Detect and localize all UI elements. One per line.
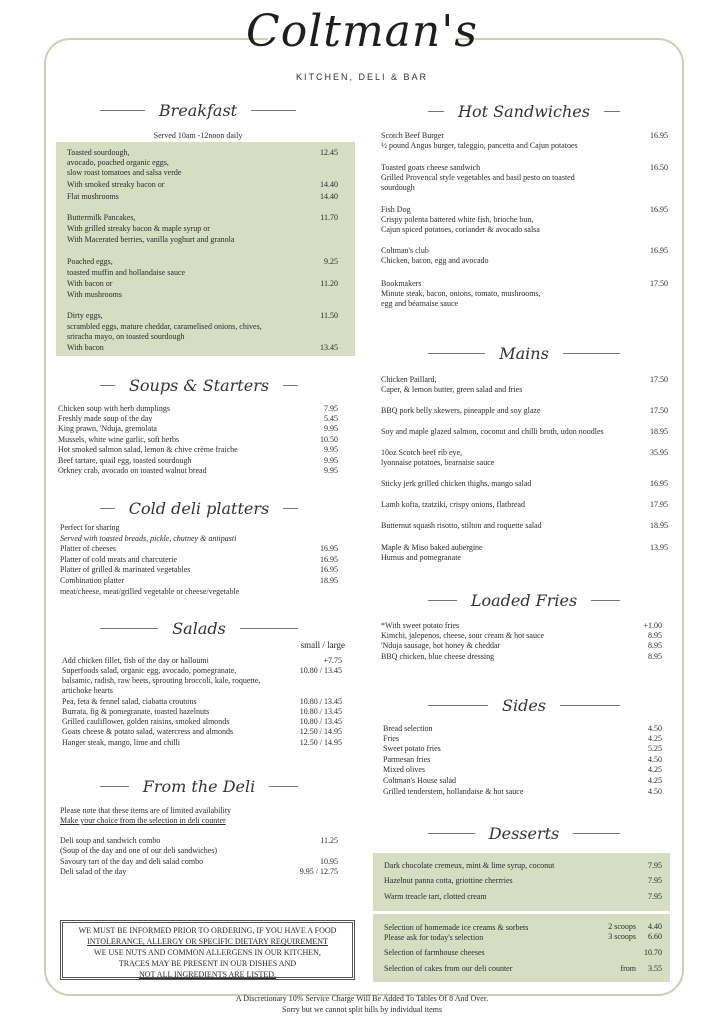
breakfast-item: With grilled streaky bacon & maple syrup or: [67, 224, 210, 233]
salads-item: artichoke hearts: [62, 686, 113, 695]
allergy-notice: WE MUST BE INFORMED PRIOR TO ORDERING, IF YOU HAVE A FOOD INTOLERANCE, ALLERGY OR SPECIFIC DIETARY REQUIREMENT WE USE NUTS AND COMMON ALLERGENS IN OUR KITCHEN, TRACES MAY BE PRESENT IN OUR DISHES AND NOT ALL INGREDIENTS ARE LISTED.: [60, 920, 355, 980]
mains-item: Sticky jerk grilled chicken thighs, mango salad: [381, 479, 532, 488]
mains-item: lyonnaise potatoes, bearnaise sauce: [381, 458, 495, 467]
ice-cream-item: Selection of homemade ice creams & sorbets: [384, 923, 529, 932]
hot-sandwiches-price: 16.95: [650, 131, 668, 140]
soups-item: Beef tartare, quail egg, toasted sourdough: [58, 456, 192, 465]
breakfast-price: 13.45: [320, 343, 338, 352]
sides-item: Sweet potato fries: [383, 744, 441, 753]
breakfast-item: Flat mushrooms: [67, 192, 119, 201]
deli-platters-heading: Cold deli platters: [100, 499, 298, 518]
loaded-fries-price: +1.00: [643, 621, 662, 630]
loaded-fries-item: Kimchi, jalepenos, cheese, sour cream & hot sauce: [381, 631, 545, 640]
sides-price: 4.25: [648, 765, 662, 774]
deli-platters-note: Served with toasted breads, pickle, chutney & antipasti: [60, 534, 237, 543]
soups-item: Orkney crab, avocado on toasted walnut bread: [58, 466, 207, 475]
cakes-qty: from: [620, 964, 636, 973]
hot-sandwiches-price: 16.95: [650, 205, 668, 214]
breakfast-item: toasted muffin and hollandaise sauce: [67, 268, 186, 277]
salads-price: +7.75: [323, 656, 342, 665]
deli-platters-item: Platter of grilled & marinated vegetables: [60, 565, 191, 574]
loaded-fries-price: 8.95: [648, 631, 662, 640]
soups-price: 5.45: [324, 414, 338, 423]
breakfast-item: With mushrooms: [67, 290, 123, 299]
ice-cream-qty-3: 3 scoops: [608, 932, 636, 941]
from-deli-price: 10.95: [320, 857, 338, 866]
hot-sandwiches-item: Bookmakers: [381, 279, 422, 288]
breakfast-served: Served 10am -12noon daily: [153, 131, 243, 140]
hot-sandwiches-item: Chicken, bacon, egg and avocado: [381, 256, 489, 265]
mains-item: BBQ pork belly skewers, pineapple and soy glaze: [381, 406, 541, 415]
mains-item: Chicken Paillard,: [381, 375, 437, 384]
sides-price: 5.25: [648, 744, 662, 753]
loaded-fries-price: 8.95: [648, 652, 662, 661]
soups-item: King prawn, 'Nduja, gremolata: [58, 424, 157, 433]
breakfast-item: scrambled eggs, mature cheddar, caramelised onions, chives,: [67, 322, 262, 331]
loaded-fries-item: *With sweet potato fries: [381, 621, 460, 630]
salads-item: balsamic, radish, raw beets, sprouting broccoli, kale, roquette,: [62, 676, 261, 685]
desserts-item: Hazelnut panna cotta, griottine cherrries: [384, 876, 513, 885]
sides-item: Bread selection: [383, 724, 433, 733]
mains-price: 18.95: [650, 521, 668, 530]
hot-sandwiches-item: Grilled Provencal style vegetables and basil pesto on toasted: [381, 173, 575, 182]
salads-item: Burrata, fig & pomegranate, toasted hazelnuts: [62, 707, 210, 716]
breakfast-item: With bacon or: [67, 279, 113, 288]
sides-price: 4.50: [648, 724, 662, 733]
sides-price: 4.25: [648, 776, 662, 785]
mains-price: 35.95: [650, 448, 668, 457]
deli-platters-item: Combination platter: [60, 576, 125, 585]
salads-item: Superfoods salad, organic egg, avocado, pomegranate,: [62, 666, 237, 675]
loaded-fries-item: BBQ chicken, blue cheese dressing: [381, 652, 495, 661]
mains-price: 17.95: [650, 500, 668, 509]
hot-sandwiches-price: 17.50: [650, 279, 668, 288]
ice-cream-price-2: 4.40: [648, 922, 662, 931]
from-deli-price: 11.25: [320, 836, 338, 845]
mains-item: Lamb kofta, tzatziki, crispy onions, flatbread: [381, 500, 525, 509]
hot-sandwiches-item: egg and béarnaise sauce: [381, 299, 459, 308]
soups-item: Chicken soup with herb dumplings: [58, 404, 170, 413]
mains-price: 18.95: [650, 427, 668, 436]
salads-price: 12.50 / 14.95: [299, 727, 342, 736]
breakfast-price: 11.70: [320, 213, 338, 222]
hot-sandwiches-item: Scotch Beef Burger: [381, 131, 444, 140]
cakes-price: 3.55: [648, 964, 662, 973]
brand-logo: Coltman's: [246, 6, 478, 57]
ice-cream-note: Please ask for today's selection: [384, 933, 484, 942]
mains-price: 13.95: [650, 543, 668, 552]
salads-item: Hanger steak, mango, lime and chilli: [62, 738, 180, 747]
desserts-price: 7.95: [648, 861, 662, 870]
mains-heading: Mains: [428, 344, 620, 363]
desserts-heading: Desserts: [428, 824, 620, 843]
salads-price: 10.80 / 13.45: [299, 707, 342, 716]
salads-item: Add chicken fillet, fish of the day or halloumi: [62, 656, 209, 665]
breakfast-item: With smoked streaky bacon or: [67, 180, 165, 189]
sides-price: 4.25: [648, 734, 662, 743]
breakfast-item: With bacon: [67, 343, 104, 352]
hot-sandwiches-item: Cajun spiced potatoes, coriander & avocado salsa: [381, 225, 540, 234]
deli-platters-price: 18.95: [320, 576, 338, 585]
loaded-fries-item: 'Nduja sausage, hot honey & cheddar: [381, 641, 501, 650]
soups-price: 9.95: [324, 456, 338, 465]
salads-price: 12.50 / 14.95: [299, 738, 342, 747]
mains-item: Caper, & lemon butter, green salad and fries: [381, 385, 523, 394]
deli-platters-price: 16.95: [320, 565, 338, 574]
breakfast-item: Buttermilk Pancakes,: [67, 213, 136, 222]
hot-sandwiches-price: 16.95: [650, 246, 668, 255]
ice-cream-qty-2: 2 scoops: [608, 922, 636, 931]
hot-sandwiches-item: sourdough: [381, 183, 415, 192]
deli-platters-intro: Perfect for sharing: [60, 523, 120, 532]
loaded-fries-price: 8.95: [648, 641, 662, 650]
split-bill-note: Sorry but we cannot split bills by individual items: [282, 1005, 442, 1014]
sides-heading: Sides: [428, 696, 620, 715]
service-charge-note: A Discretionary 10% Service Charge Will Be Added To Tables Of 8 And Over.: [235, 994, 489, 1003]
deli-platters-price: 16.95: [320, 555, 338, 564]
desserts-price: 7.95: [648, 876, 662, 885]
deli-platters-item: Platter of cold meats and charcuterie: [60, 555, 178, 564]
hot-sandwiches-item: Toasted goats cheese sandwich: [381, 163, 481, 172]
breakfast-item: sriracha mayo, on toasted sourdough: [67, 332, 185, 341]
soups-item: Hot smoked salmon salad, lemon & chive crème fraiche: [58, 445, 238, 454]
cheeses-item: Selection of farmhouse cheeses: [384, 948, 485, 957]
salads-price: 10.80 / 13.45: [299, 697, 342, 706]
mains-item: Maple & Miso baked aubergine: [381, 543, 483, 552]
from-deli-price: 9.95 / 12.75: [299, 867, 338, 876]
from-deli-item: (Soup of the day and one of our deli sandwiches): [60, 846, 218, 855]
salads-size-header: small / large: [300, 640, 345, 650]
sides-price: 4.50: [648, 755, 662, 764]
brand-tagline: KITCHEN, DELI & BAR: [295, 72, 429, 82]
salads-price: 10.80 / 13.45: [299, 717, 342, 726]
sides-item: Fries: [383, 734, 399, 743]
mains-item: Butternut squash risotto, stilton and roquette salad: [381, 521, 542, 530]
soups-price: 10.50: [320, 435, 338, 444]
mains-price: 16.95: [650, 479, 668, 488]
deli-platters-item: Platter of cheeses: [60, 544, 116, 553]
hot-sandwiches-price: 16.50: [650, 163, 668, 172]
cakes-item: Selection of cakes from our deli counter: [384, 964, 513, 973]
sides-item: Mixed olives: [383, 765, 425, 774]
mains-price: 17.50: [650, 406, 668, 415]
mains-item: Humus and pomegranate: [381, 553, 461, 562]
soups-price: 7.95: [324, 404, 338, 413]
mains-item: 10oz Scotch beef rib eye,: [381, 448, 463, 457]
hot-sandwiches-item: ½ pound Angus burger, taleggio, pancetta and Cajun potatoes: [381, 141, 578, 150]
ice-cream-price-3: 6.60: [648, 932, 662, 941]
from-deli-note1: Please note that these items are of limited availability: [60, 806, 232, 815]
breakfast-price: 11.20: [320, 279, 338, 288]
breakfast-price: 14.40: [320, 192, 338, 201]
soups-price: 9.95: [324, 445, 338, 454]
salads-price: 10.80 / 13.45: [299, 666, 342, 675]
breakfast-item: With Macerated berries, vanilla yoghurt and granola: [67, 235, 235, 244]
soups-item: Freshly made soup of the day: [58, 414, 153, 423]
from-deli-item: Deli salad of the day: [60, 867, 127, 876]
salads-item: Grilled cauliflower, golden raisins, smoked almonds: [62, 717, 230, 726]
breakfast-item: slow roast tomatoes and salsa verde: [67, 168, 182, 177]
hot-sandwiches-heading: Hot Sandwiches: [428, 102, 620, 121]
sides-item: Coltman's House salad: [383, 776, 456, 785]
from-deli-item: Savoury tart of the day and deli salad combo: [60, 857, 204, 866]
cheeses-price: 10.70: [644, 948, 662, 957]
breakfast-heading: Breakfast: [100, 101, 296, 120]
salads-heading: Salads: [100, 619, 298, 638]
desserts-item: Dark chocolate cremeux, mint & lime syrup, coconut: [384, 861, 555, 870]
sides-price: 4.50: [648, 787, 662, 796]
deli-platters-item: meat/cheese, meat/grilled vegetable or cheese/vegetable: [60, 587, 240, 596]
desserts-price: 7.95: [648, 892, 662, 901]
breakfast-item: Poached eggs,: [67, 257, 113, 266]
breakfast-price: 14.40: [320, 180, 338, 189]
loaded-fries-heading: Loaded Fries: [428, 591, 620, 610]
mains-price: 17.50: [650, 375, 668, 384]
breakfast-item: Dirty eggs,: [67, 311, 103, 320]
mains-item: Soy and maple glazed salmon, coconut and chilli broth, udon noodles: [381, 427, 604, 436]
salads-item: Pea, feta & fennel salad, ciabatta croutons: [62, 697, 197, 706]
soups-item: Mussels, white wine garlic, soft herbs: [58, 435, 180, 444]
sides-item: Grilled tenderstem, hollandaise & hot sauce: [383, 787, 524, 796]
hot-sandwiches-item: Fish Dog: [381, 205, 411, 214]
deli-platters-price: 16.95: [320, 544, 338, 553]
from-deli-item: Deli soup and sandwich combo: [60, 836, 161, 845]
salads-item: Goats cheese & potato salad, watercress and almonds: [62, 727, 234, 736]
soups-price: 9.95: [324, 424, 338, 433]
breakfast-price: 11.50: [320, 311, 338, 320]
sides-item: Parmesan fries: [383, 755, 431, 764]
breakfast-item: avocado, poached organic eggs,: [67, 158, 169, 167]
hot-sandwiches-item: Coltman's club: [381, 246, 429, 255]
breakfast-item: Toasted sourdough,: [67, 148, 130, 157]
desserts-item: Warm treacle tart, clotted cream: [384, 892, 487, 901]
from-deli-note2: Make your choice from the selection in deli counter: [60, 816, 226, 825]
from-deli-heading: From the Deli: [100, 777, 298, 796]
hot-sandwiches-item: Crispy polenta battered white fish, brioche bun,: [381, 215, 534, 224]
breakfast-price: 12.45: [320, 148, 338, 157]
breakfast-price: 9.25: [324, 257, 338, 266]
hot-sandwiches-item: Minute steak, bacon, onions, tomato, mushrooms,: [381, 289, 541, 298]
soups-price: 9.95: [324, 466, 338, 475]
soups-heading: Soups & Starters: [100, 376, 298, 395]
